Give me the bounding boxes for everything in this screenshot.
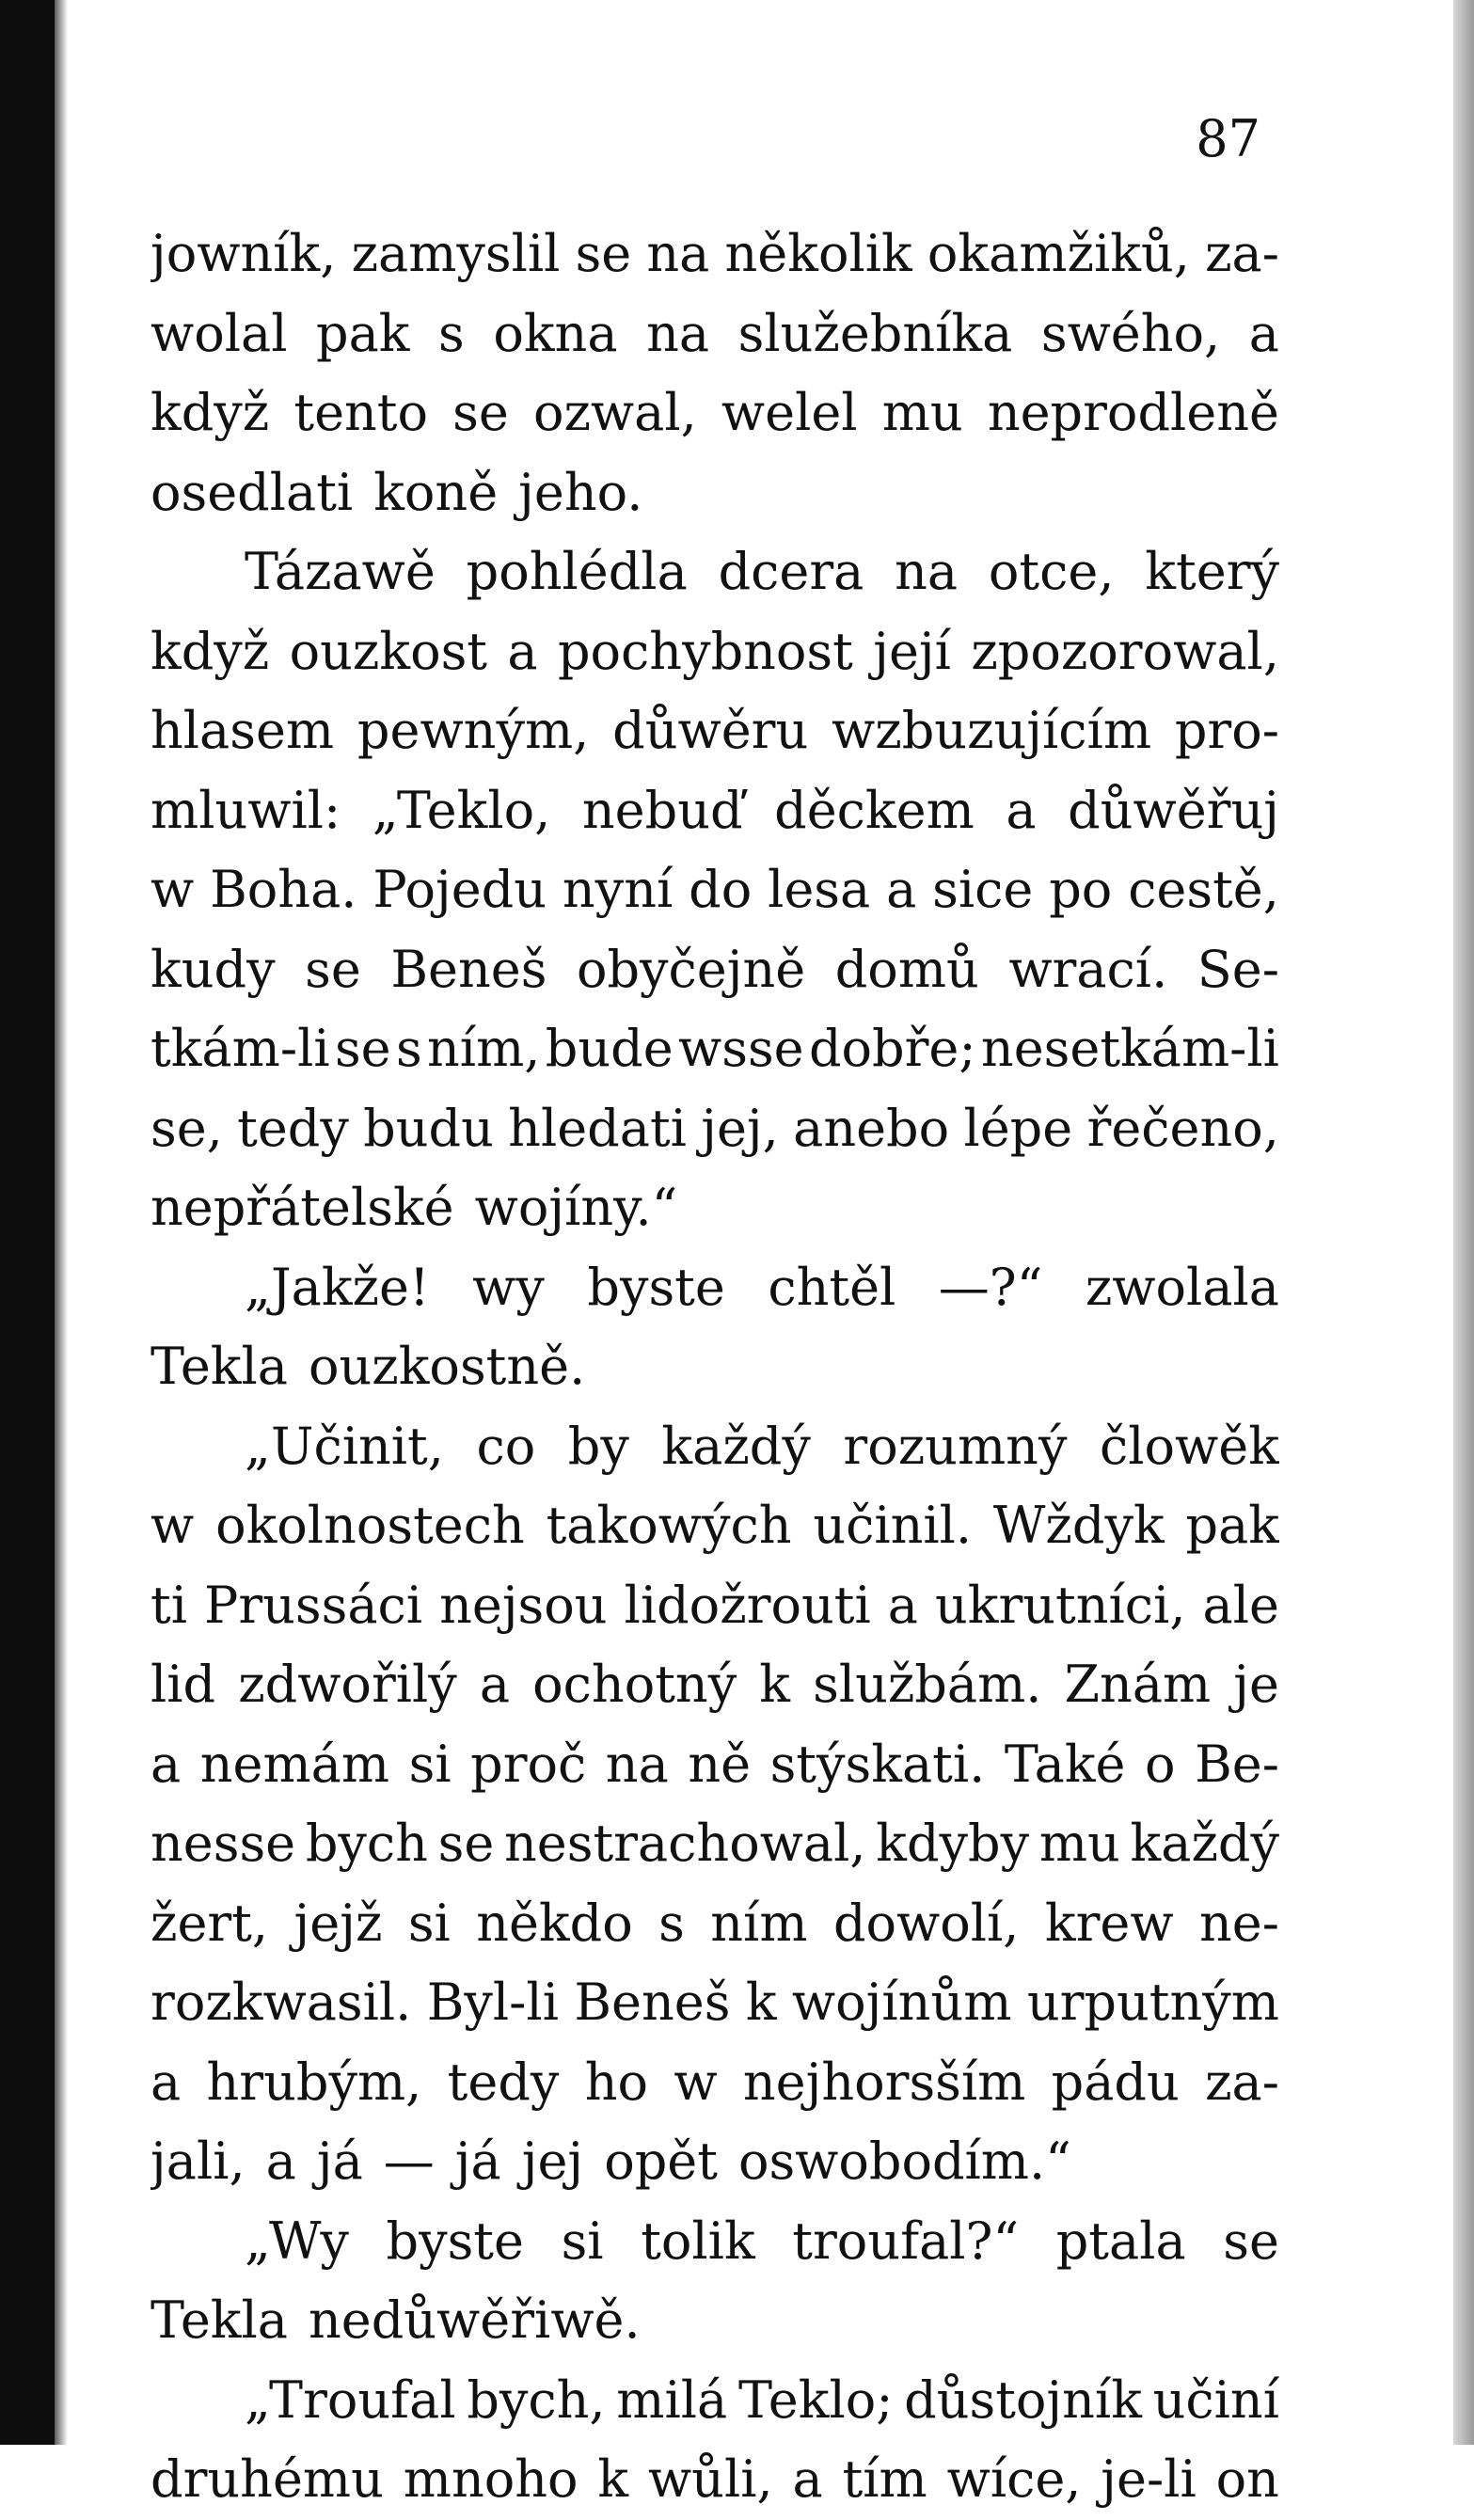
page-number: 87 [1196, 109, 1260, 168]
word: jej [521, 2132, 584, 2191]
word: urputným [1026, 1973, 1279, 2032]
word: lesa [768, 860, 871, 919]
word: hledati [508, 1098, 687, 1158]
word: swého, [1040, 303, 1221, 363]
word: Tázawě [245, 542, 436, 601]
word: nebuď [581, 780, 743, 840]
word: rozkwasil. [151, 1973, 412, 2032]
word: „Učinit, [245, 1416, 444, 1476]
word: s [438, 303, 465, 363]
word: byste [587, 1257, 725, 1317]
text-line [151, 1645, 1279, 1725]
word: se, [151, 1098, 223, 1158]
word: nejhorsším [742, 2052, 1026, 2112]
word: nestrachowal, [504, 1814, 866, 1873]
word: ním, [427, 1019, 541, 1078]
text-line [151, 850, 1279, 930]
word: Tekla [151, 2290, 288, 2350]
word: nepřátelské [151, 1178, 454, 1237]
word: s [395, 1019, 422, 1078]
word: dowolí, [832, 1893, 1020, 1953]
word: a [507, 621, 538, 681]
word: bude [545, 1019, 674, 1078]
word: tím [842, 2449, 927, 2509]
word: krew [1044, 1893, 1174, 1953]
page-binding-edge [0, 0, 55, 2445]
word: mnoho [403, 2449, 579, 2509]
word: na [646, 303, 710, 363]
word: byste [386, 2211, 524, 2271]
word: důwěru [612, 701, 809, 760]
word: a [792, 2449, 823, 2509]
word: hrubým, [206, 2052, 422, 2112]
body-text [151, 214, 1279, 2520]
word: Boha. [210, 860, 357, 919]
word: se [452, 383, 509, 442]
word: pak [1185, 1496, 1279, 1555]
word: sice [932, 860, 1034, 919]
word: budu [363, 1098, 494, 1158]
word: učiní [1152, 2369, 1279, 2430]
word: se [1223, 2211, 1279, 2271]
word: wojíny.“ [474, 1178, 678, 1237]
text-line [151, 532, 1279, 612]
word: opět [604, 2132, 718, 2191]
word: kudy [151, 939, 276, 999]
word: wrací. [1008, 939, 1168, 999]
word: ho [584, 2052, 648, 2112]
word: se [437, 1814, 495, 1873]
word: na [895, 542, 959, 601]
word: „Teklo, [372, 780, 551, 840]
word: Prussáci [204, 1575, 423, 1635]
text-line [151, 1804, 1279, 1884]
word: w [151, 1496, 195, 1555]
word: se [575, 224, 632, 283]
word: chtěl [768, 1257, 896, 1317]
word: dobře; [808, 1019, 976, 1078]
word: Se- [1197, 939, 1279, 999]
word: jali, [151, 2132, 246, 2191]
word: pochybnost [557, 621, 853, 681]
word: já [316, 2132, 363, 2191]
word: Beneš [390, 939, 547, 999]
word: tedy [237, 1098, 349, 1158]
word: troufal?“ [792, 2211, 1020, 2271]
text-line [151, 2122, 1279, 2202]
word: wůli, [647, 2449, 773, 2509]
word: Teklo; [737, 2369, 894, 2430]
word: několik [724, 224, 912, 283]
text-line [151, 930, 1279, 1010]
text-line [151, 2361, 1279, 2441]
word: „Troufal [245, 2369, 456, 2430]
word: řečeno, [1086, 1098, 1279, 1158]
word: bych [305, 1814, 428, 1873]
word: a [151, 2052, 182, 2112]
word: Wždyk [992, 1496, 1165, 1555]
word: Pojedu [372, 860, 547, 919]
word: Také [1004, 1734, 1126, 1794]
word: domů [834, 939, 979, 999]
word: k [745, 1973, 777, 2032]
text-line [151, 294, 1279, 374]
word: jej, [701, 1098, 779, 1158]
word: jeho. [518, 462, 643, 522]
word: s [658, 1893, 685, 1953]
word: se [305, 939, 361, 999]
word: a [1006, 780, 1037, 840]
text-line [151, 1407, 1279, 1487]
word: hlasem [151, 701, 335, 760]
word: ně [688, 1734, 752, 1794]
word: nedůwěřiwě. [308, 2290, 641, 2350]
word: nesse [151, 1814, 296, 1873]
text-line [151, 2202, 1279, 2282]
word: ti [151, 1575, 187, 1635]
word: osedlati [151, 462, 354, 522]
word: za- [1205, 2052, 1279, 2112]
word: je-li [1101, 2449, 1197, 2509]
word: ale [1202, 1575, 1279, 1635]
word: takowých [546, 1496, 792, 1555]
word: Beneš [574, 1973, 731, 2032]
word: wy [472, 1257, 545, 1317]
word: ukrutníci, [934, 1575, 1186, 1635]
word: w [151, 860, 195, 919]
word: lidožrouti [624, 1575, 871, 1635]
word: lépe [963, 1098, 1073, 1158]
word: „Wy [245, 2211, 349, 2271]
word: a [887, 1575, 918, 1635]
word: zamyslil [351, 224, 561, 283]
word: ouzkost [289, 621, 488, 681]
word: po [1049, 860, 1113, 919]
word: si [561, 2211, 604, 2271]
word: nesetkám-li [980, 1019, 1279, 1078]
text-line [151, 1327, 1279, 1407]
word: žert, [151, 1893, 269, 1953]
word: okolnostech [215, 1496, 525, 1555]
word: co [476, 1416, 536, 1476]
word: otce, [988, 542, 1115, 601]
word: jejž [293, 1893, 383, 1953]
word: bych, [467, 2369, 606, 2430]
word: ptala [1055, 2211, 1186, 2271]
word: a [1248, 303, 1279, 363]
word: Znám [1064, 1655, 1212, 1714]
word: wojínům [791, 1973, 1012, 2032]
word: zdwořilý [238, 1655, 457, 1714]
word: wolal [151, 303, 288, 363]
word: ochotný [532, 1655, 737, 1714]
word: někdo [476, 1893, 633, 1953]
word: wzbuzujícím [832, 701, 1152, 760]
word: pádu [1051, 2052, 1180, 2112]
text-line [151, 214, 1279, 294]
word: anebo [793, 1098, 950, 1158]
word: službám. [813, 1655, 1042, 1714]
word: ozwal, [532, 383, 697, 442]
word: služebníka [737, 303, 1013, 363]
word: pohlédla [466, 542, 688, 601]
word: ním [710, 1893, 808, 1953]
word: si [408, 1734, 452, 1794]
word: proč [470, 1734, 587, 1794]
word: zpozorowal, [971, 621, 1279, 681]
word: zwolala [1085, 1257, 1279, 1317]
text-line [151, 373, 1279, 453]
text-line [151, 771, 1279, 851]
word: každý [661, 1416, 811, 1476]
text-line [151, 2281, 1279, 2361]
word: —?“ [938, 1257, 1043, 1317]
word: já [454, 2132, 501, 2191]
word: do [689, 860, 753, 919]
word: pro- [1174, 701, 1279, 760]
text-line [151, 453, 1279, 533]
word: tolik [641, 2211, 755, 2271]
word: mu [881, 383, 963, 442]
word: a [265, 2132, 296, 2191]
word: oswobodím.“ [737, 2132, 1071, 2191]
word: dcera [718, 542, 864, 601]
word: na [605, 1734, 669, 1794]
word: důwěřuj [1068, 780, 1279, 840]
word: děckem [774, 780, 975, 840]
word: se [334, 1019, 391, 1078]
text-line [151, 691, 1279, 771]
word: ne- [1199, 1893, 1279, 1953]
word: Be- [1195, 1734, 1279, 1794]
word: okamžiků, [927, 224, 1190, 283]
word: za- [1205, 224, 1279, 283]
word: pewným, [357, 701, 590, 760]
text-line [151, 1566, 1279, 1646]
word: pak [316, 303, 410, 363]
text-line [151, 1963, 1279, 2043]
word: a [151, 1734, 182, 1794]
word: nejsou [439, 1575, 608, 1635]
word: nemám [199, 1734, 390, 1794]
text-line [151, 1884, 1279, 1964]
word: cestě, [1128, 860, 1279, 919]
page-binding-shadow [55, 0, 68, 2445]
word: tedy [447, 2052, 560, 2112]
text-line [151, 1089, 1279, 1169]
page-right-edge [1453, 0, 1474, 2445]
word: a [886, 860, 917, 919]
text-line [151, 1486, 1279, 1566]
text-line [151, 1248, 1279, 1328]
word: welel [721, 383, 858, 442]
word: Tekla [151, 1337, 288, 1396]
word: jowník, [151, 224, 337, 283]
word: její [873, 621, 951, 681]
word: tkám-li [151, 1019, 330, 1078]
word: o [1145, 1734, 1176, 1794]
word: milá [616, 2369, 728, 2430]
word: si [407, 1893, 451, 1953]
word: by [567, 1416, 629, 1476]
word: každý [1130, 1814, 1279, 1873]
word: mluwil: [151, 780, 341, 840]
text-line [151, 612, 1279, 692]
word: k [597, 2449, 629, 2509]
word: neprodleně [987, 383, 1279, 442]
text-line [151, 1009, 1279, 1089]
word: učinil. [813, 1496, 973, 1555]
text-line [151, 1725, 1279, 1805]
word: okna [493, 303, 618, 363]
word: mu [1038, 1814, 1120, 1873]
word: nyní [562, 860, 674, 919]
word: wíce, [946, 2449, 1082, 2509]
word: je [1233, 1655, 1279, 1714]
word: když [151, 383, 270, 442]
text-line [151, 2440, 1279, 2520]
word: který [1145, 542, 1279, 601]
word: Byl-li [426, 1973, 559, 2032]
word: rozumný [843, 1416, 1068, 1476]
word: a [479, 1655, 511, 1714]
word: k [759, 1655, 791, 1714]
word: tento [293, 383, 429, 442]
word: lid [151, 1655, 216, 1714]
word: ouzkostně. [308, 1337, 586, 1396]
word: „Jakže! [245, 1257, 430, 1317]
word: koně [373, 462, 499, 522]
word: w [674, 2052, 718, 2112]
text-line [151, 1168, 1279, 1248]
word: — [383, 2132, 435, 2191]
word: když [151, 621, 270, 681]
word: na [646, 224, 710, 283]
word: člowěk [1100, 1416, 1279, 1476]
text-line [151, 2043, 1279, 2123]
word: stýskati. [769, 1734, 986, 1794]
word: důstojník [904, 2369, 1142, 2430]
word: druhému [151, 2449, 384, 2509]
word: wsse [678, 1019, 804, 1078]
word: on [1215, 2449, 1279, 2509]
word: obyčejně [576, 939, 806, 999]
word: kdyby [876, 1814, 1030, 1873]
